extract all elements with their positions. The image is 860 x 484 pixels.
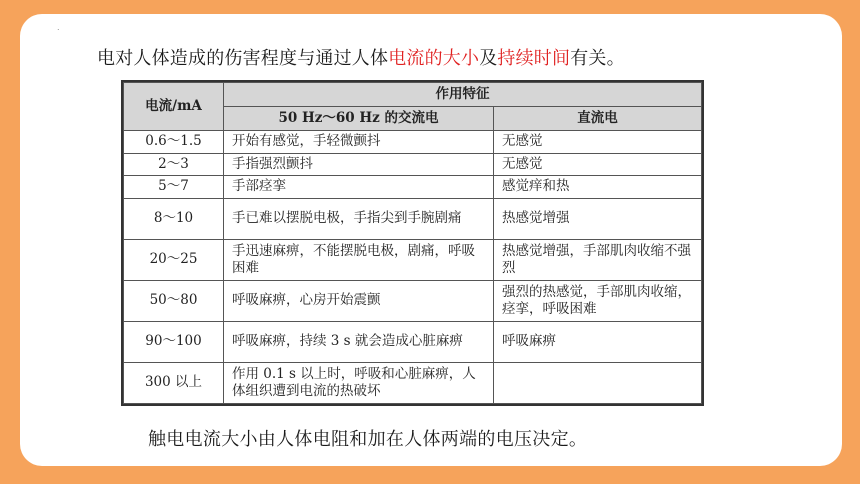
intro-part1: 电对人体造成的伤害程度与通过人体 — [97, 48, 389, 69]
cell-dc: 无感觉 — [494, 153, 702, 176]
intro-part2: 及 — [479, 48, 498, 69]
cell-current: 8～10 — [124, 198, 224, 239]
header-ac: 50 Hz～60 Hz 的交流电 — [224, 107, 494, 131]
cell-current: 90～100 — [124, 321, 224, 362]
intro-highlight-current: 电流的大小 — [388, 48, 480, 69]
header-dc: 直流电 — [494, 107, 702, 131]
cell-ac: 手指强烈颤抖 — [224, 153, 494, 176]
conclusion-text: 触电电流大小由人体电阻和加在人体两端的电压决定。 — [148, 429, 588, 450]
cell-ac: 手迅速麻痹，不能摆脱电极，剧痛，呼吸困难 — [224, 239, 494, 280]
cell-dc: 感觉痒和热 — [494, 176, 702, 199]
cell-ac: 呼吸麻痹，心房开始震颤 — [224, 280, 494, 321]
table-row — [124, 239, 702, 280]
table-row — [124, 362, 702, 403]
table-row — [124, 280, 702, 321]
table-row — [124, 198, 702, 239]
cell-dc: 热感觉增强 — [494, 198, 702, 239]
cell-ac: 呼吸麻痹，持续 3 s 就会造成心脏麻痹 — [224, 321, 494, 362]
cell-ac: 手已难以摆脱电极，手指尖到手腕剧痛 — [224, 198, 494, 239]
table-row — [124, 131, 702, 154]
cell-dc — [494, 362, 702, 403]
cell-dc: 热感觉增强，手部肌肉收缩不强烈 — [494, 239, 702, 280]
table-row — [124, 321, 702, 362]
cell-current: 20～25 — [124, 239, 224, 280]
cell-dc: 呼吸麻痹 — [494, 321, 702, 362]
intro-part3: 有关。 — [570, 48, 625, 69]
table-row — [124, 176, 702, 199]
cell-dc: 无感觉 — [494, 131, 702, 154]
intro-text — [97, 44, 625, 70]
cell-current: 0.6～1.5 — [124, 131, 224, 154]
cell-ac: 开始有感觉，手轻微颤抖 — [224, 131, 494, 154]
cell-ac: 作用 0.1 s 以上时，呼吸和心脏麻痹，人体组织遭到电流的热破坏 — [224, 362, 494, 403]
cell-ac: 手部痉挛 — [224, 176, 494, 199]
header-effect: 作用特征 — [224, 83, 702, 107]
cell-dc: 强烈的热感觉，手部肌肉收缩，痉挛，呼吸困难 — [494, 280, 702, 321]
table-row — [124, 153, 702, 176]
corner-dot: . — [57, 23, 60, 32]
current-effects-table — [121, 80, 704, 406]
intro-highlight-duration: 持续时间 — [497, 48, 571, 69]
header-current: 电流/mA — [124, 83, 224, 131]
cell-current: 50～80 — [124, 280, 224, 321]
cell-current: 2～3 — [124, 153, 224, 176]
cell-current: 300 以上 — [124, 362, 224, 403]
cell-current: 5～7 — [124, 176, 224, 199]
